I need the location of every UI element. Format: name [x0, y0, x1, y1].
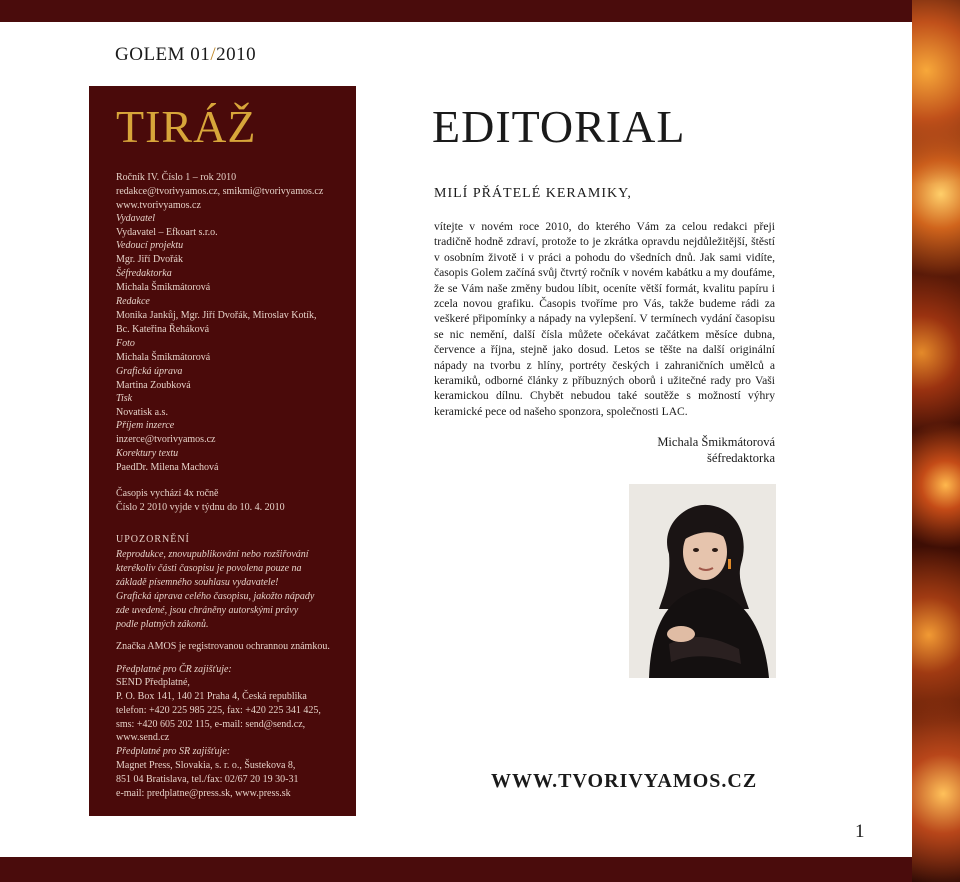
- tiraz-label: Příjem inzerce: [116, 420, 175, 431]
- tiraz-line: Značka AMOS je registrovanou ochrannou známkou.: [116, 641, 330, 652]
- tiraz-line: Ročník IV. Číslo 1 – rok 2010: [116, 172, 237, 183]
- editorial-greeting: MILÍ PŘÁTELÉ KERAMIKY,: [434, 186, 632, 201]
- tiraz-line: SEND Předplatné,: [116, 677, 190, 688]
- tiraz-line: podle platných zákonů.: [116, 619, 209, 630]
- tiraz-line: Michala Šmikmátorová: [116, 282, 211, 293]
- tiraz-line: základě písemného souhlasu vydavatele!: [116, 577, 279, 588]
- tiraz-line: telefon: +420 225 985 225, fax: +420 225 341 425,: [116, 705, 321, 716]
- tiraz-line[interactable]: e-mail: predplatne@press.sk, www.press.sk: [116, 788, 291, 799]
- editor-portrait-photo: [629, 484, 776, 678]
- tiraz-label: Foto: [116, 338, 135, 349]
- running-head-slash: /: [210, 44, 217, 65]
- tiraz-line: P. O. Box 141, 140 21 Praha 4, Česká republika: [116, 691, 307, 702]
- tiraz-line[interactable]: sms: +420 605 202 115, e-mail: send@send.cz,: [116, 719, 306, 730]
- tiraz-line[interactable]: redakce@tvorivyamos.cz, smikmi@tvorivyamos.cz: [116, 186, 324, 197]
- tiraz-line: Časopis vychází 4x ročně: [116, 488, 219, 499]
- tiraz-label: Vydavatel: [116, 213, 156, 224]
- tiraz-panel: [89, 86, 356, 816]
- tiraz-line: Reprodukce, znovupublikování nebo rozšiřování: [116, 549, 309, 560]
- tiraz-label: Grafická úprava: [116, 366, 183, 377]
- tiraz-line: Michala Šmikmátorová: [116, 352, 211, 363]
- tiraz-title: TIRÁŽ: [116, 101, 257, 152]
- tiraz-label: Tisk: [116, 393, 133, 404]
- signature: [560, 434, 775, 466]
- tiraz-label: Šéfredaktorka: [116, 268, 172, 279]
- editorial-title: EDITORIAL: [432, 101, 686, 152]
- website-link[interactable]: WWW.TVORIVYAMOS.CZ: [491, 770, 758, 792]
- tiraz-line: PaedDr. Milena Machová: [116, 462, 219, 473]
- tiraz-line: kterékoliv části časopisu je povolena pouze na: [116, 563, 302, 574]
- signature-name: Michala Šmikmátorová: [657, 435, 775, 449]
- running-head: [115, 44, 256, 66]
- tiraz-line: Mgr. Jiří Dvořák: [116, 254, 183, 265]
- top-bar: [0, 0, 912, 22]
- signature-role: šéfredaktorka: [706, 451, 775, 465]
- tiraz-line: Novatisk a.s.: [116, 407, 168, 418]
- tiraz-line[interactable]: www.tvorivyamos.cz: [116, 200, 201, 211]
- running-head-year: 2010: [216, 44, 257, 65]
- editorial-body: vítejte v novém roce 2010, do kterého Vám za celou redakci přeji tradičně hodně zdraví, protože to je zkrátka opravdu nejdůležitější, štěstí v osobním životě i v práci a pohodu do všedních dnů. Jak sami vidíte, časopis Golem začíná svůj čtvrtý ročník v novém kabátku a my doufáme, že se Vám naše změny budou líbit, oceníte větší formát, kvalitu papíru i zcela novou grafiku. Časopis tvoříme pro Vás, takže budeme rádi za veškeré připomínky a nápady na vylepšení. V termínech vydání časopisu se nic nemění, další čísla můžete očekávat začátkem měsíce dubna, července a října, stejně jako dosud. Letos se těšte na další originální nápady na tvorbu z hlíny, portréty českých i zahraničních umělců a keramiků, odborné články z příbuzných oborů i užitečné rady pro Vaši keramickou dílnu. Chybět nebudou také soutěže s možností výhry keramické pece od našeho sponzora, společnosti LAC.: [434, 220, 775, 418]
- bottom-bar: [0, 857, 912, 882]
- tiraz-label: Předplatné pro SR zajišťuje:: [116, 746, 231, 757]
- tiraz-line: Magnet Press, Slovakia, s. r. o., Šustekova 8,: [116, 760, 296, 771]
- decorative-side-image: [912, 0, 960, 882]
- tiraz-line: Vydavatel – Efkoart s.r.o.: [116, 227, 218, 238]
- tiraz-line[interactable]: www.send.cz: [116, 732, 170, 743]
- tiraz-label: Předplatné pro ČR zajišťuje:: [116, 664, 232, 675]
- tiraz-label: Redakce: [116, 296, 150, 307]
- running-head-magazine: GOLEM 01: [115, 44, 211, 65]
- tiraz-line: Monika Jankůj, Mgr. Jiří Dvořák, Miroslav Kotík,: [116, 310, 317, 321]
- tiraz-line: Bc. Kateřina Řeháková: [116, 324, 210, 335]
- tiraz-line: Číslo 2 2010 vyjde v týdnu do 10. 4. 2010: [116, 502, 285, 513]
- portrait-illustration: [629, 484, 776, 678]
- tiraz-line: Grafická úprava celého časopisu, jakožto nápady: [116, 591, 315, 602]
- tiraz-line: 851 04 Bratislava, tel./fax: 02/67 20 19 30-31: [116, 774, 299, 785]
- tiraz-line: zde uvedené, jsou chráněny autorskými právy: [116, 605, 299, 616]
- page-number: 1: [855, 821, 865, 842]
- tiraz-line[interactable]: inzerce@tvorivyamos.cz: [116, 434, 216, 445]
- tiraz-line: UPOZORNĚNÍ: [116, 534, 190, 545]
- tiraz-label: Korektury textu: [116, 448, 179, 459]
- tiraz-line: Martina Zoubková: [116, 380, 191, 391]
- tiraz-label: Vedoucí projektu: [116, 240, 184, 251]
